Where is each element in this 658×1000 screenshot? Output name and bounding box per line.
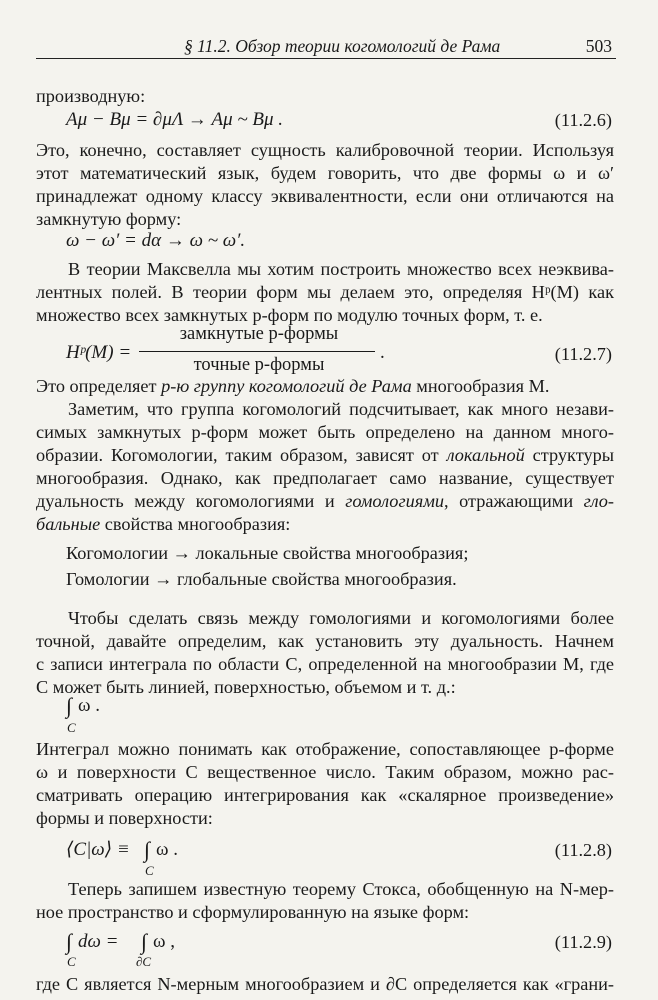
integral-sign: ∫ bbox=[144, 837, 151, 862]
italic-term: бальные bbox=[36, 514, 101, 534]
text-run: образии. Когомологии, таким образом, зависят от bbox=[36, 445, 447, 465]
integral-body: ω . bbox=[78, 695, 101, 716]
text-line: C может быть линией, поверхностью, объемом и т. д.: bbox=[36, 677, 456, 697]
integral-body: dω = bbox=[78, 931, 119, 952]
fraction-lhs: Hᵖ(M) = bbox=[66, 342, 132, 363]
text-line: сматривать операцию интегрирования как «скалярное произведение» bbox=[36, 785, 614, 805]
integral-subscript: C bbox=[67, 954, 76, 969]
text-line bbox=[36, 443, 614, 467]
text-line: точной, давайте определим, как установить эту дуальность. Начнем bbox=[36, 631, 614, 651]
equation-number: (11.2.7) bbox=[554, 344, 612, 364]
text-line: где C является N-мерным многообразием и ∂C определяется как «грани- bbox=[36, 974, 614, 994]
equation-number: (11.2.8) bbox=[554, 840, 612, 860]
integral-body: ω . bbox=[156, 839, 179, 860]
text-line: многообразия. Однако, как предполагает само название, существует bbox=[36, 468, 614, 488]
text-run: многообразия M. bbox=[411, 376, 550, 396]
text-line: ное пространство и сформулированную на языке форм: bbox=[36, 902, 470, 922]
integral-body: ω , bbox=[153, 931, 176, 952]
integral-sign: ∫ bbox=[141, 929, 148, 954]
bracket-lhs: ⟨C|ω⟩ ≡ bbox=[66, 839, 130, 860]
fraction-period: . bbox=[380, 342, 385, 363]
integral-subscript: C bbox=[67, 720, 76, 735]
text-line: производную: bbox=[36, 86, 146, 106]
text-line: формы и поверхности: bbox=[36, 808, 213, 828]
page-number: 503 bbox=[585, 36, 612, 56]
fraction-bar bbox=[139, 351, 375, 352]
fraction-numerator: замкнутые p-формы bbox=[179, 324, 339, 344]
italic-term: гомологиями bbox=[345, 491, 445, 511]
italic-term: p-ю группу когомологий де Рама bbox=[161, 376, 412, 396]
text-line: Чтобы сделать связь между гомологиями и когомологиями более bbox=[68, 608, 614, 628]
text-line: Заметим, что группа когомологий подсчитывает, как много незави- bbox=[68, 399, 614, 419]
text-line: лентных полей. В теории форм мы делаем это, определяя Hᵖ(M) как bbox=[36, 282, 614, 302]
text-line: принадлежат одному классу эквивалентности, если они отличаются на bbox=[36, 186, 614, 206]
text-line: симых замкнутых p-форм может быть определено на данном много- bbox=[36, 422, 614, 442]
text-line: с записи интеграла по области C, определенной на многообразии M, где bbox=[36, 654, 614, 674]
text-line: ω и поверхности C вещественное число. Таким образом, можно рас- bbox=[36, 762, 614, 782]
equation-inline: ω − ω′ = dα → ω ~ ω′. bbox=[66, 230, 246, 251]
text-line bbox=[36, 489, 614, 513]
text-run: , отражающими bbox=[444, 491, 584, 511]
text-line: Интеграл можно понимать как отображение, сопоставляющее p-форме bbox=[36, 739, 614, 759]
text-line bbox=[36, 512, 614, 536]
text-run: структуры bbox=[524, 445, 615, 465]
list-line: Гомологии → глобальные свойства многообразия. bbox=[66, 569, 457, 589]
text-line: замкнутую форму: bbox=[36, 209, 182, 229]
text-line bbox=[36, 374, 614, 398]
italic-term: гло- bbox=[583, 491, 614, 511]
text-run: дуальность между когомологиями и bbox=[36, 491, 346, 511]
list-line: Когомологии → локальные свойства многообразия; bbox=[66, 543, 469, 563]
equation-number: (11.2.9) bbox=[554, 932, 612, 952]
text-line: Это, конечно, составляет сущность калибровочной теории. Используя bbox=[36, 140, 614, 160]
header-title: § 11.2. Обзор теории когомологий де Рама bbox=[184, 36, 501, 56]
italic-term: локальной bbox=[446, 445, 525, 465]
fraction-denominator: точные p-формы bbox=[193, 355, 325, 375]
text-run: свойства многообразия: bbox=[100, 514, 291, 534]
integral-subscript: ∂C bbox=[136, 954, 152, 969]
integral-sign: ∫ bbox=[66, 693, 73, 718]
text-line: множество всех замкнутых p-форм по модулю точных форм, т. е. bbox=[36, 305, 543, 325]
running-header bbox=[36, 30, 616, 59]
text-line: этот математический язык, будем говорить, что две формы ω и ω′ bbox=[36, 163, 614, 183]
integral-sign: ∫ bbox=[66, 929, 73, 954]
text-line: Теперь запишем известную теорему Стокса, обобщенную на N-мер- bbox=[68, 879, 614, 899]
equation-number: (11.2.6) bbox=[554, 110, 612, 130]
integral-subscript: C bbox=[145, 863, 154, 878]
text-line: В теории Максвелла мы хотим построить множество всех неэквива- bbox=[68, 259, 614, 279]
text-run: Это определяет bbox=[36, 376, 162, 396]
equation-11-2-6: Aμ − Bμ = ∂μΛ → Aμ ~ Bμ . bbox=[66, 109, 284, 130]
